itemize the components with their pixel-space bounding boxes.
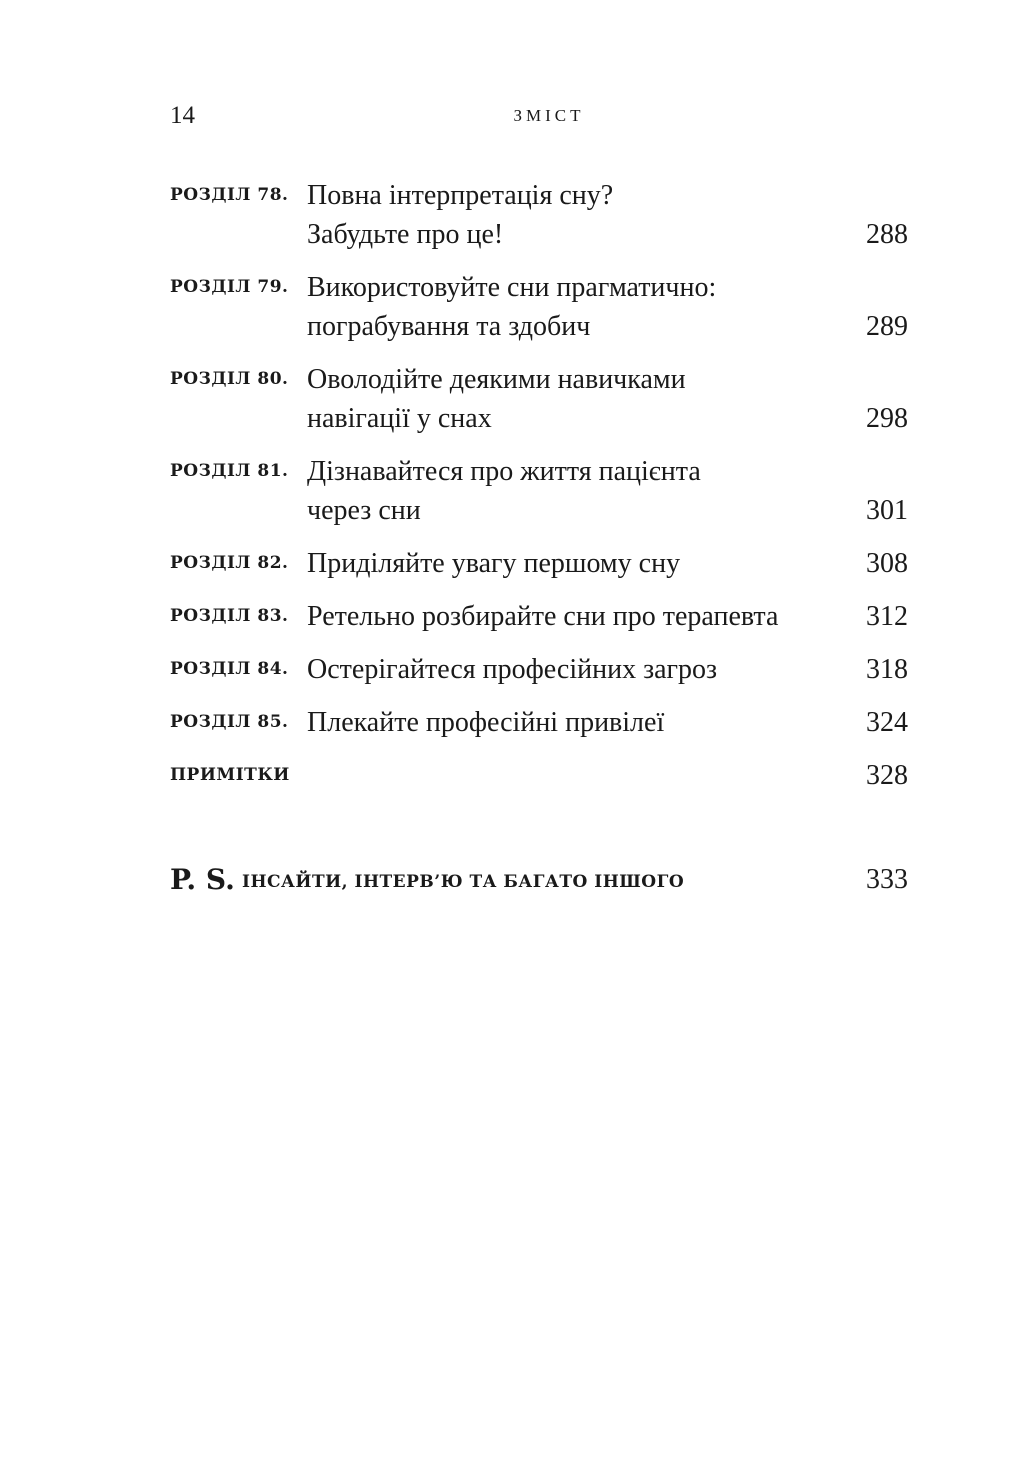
toc-entry-chapter-83 <box>170 597 908 636</box>
chapter-page-number: 324 <box>866 707 908 738</box>
chapter-title-line: Приділяйте увагу першому сну <box>307 548 681 579</box>
notes-label: ПРИМІТКИ <box>170 765 290 785</box>
chapter-label: РОЗДІЛ 78. <box>170 185 289 205</box>
chapter-page-number: 289 <box>866 311 908 342</box>
chapter-page-number: 298 <box>866 403 908 434</box>
chapter-page-number: 312 <box>866 601 908 632</box>
chapter-page-number: 301 <box>866 495 908 526</box>
chapter-page-number: 288 <box>866 219 908 250</box>
chapter-title-line: Ретельно розбирайте сни про терапевта <box>307 601 779 632</box>
toc-entry-chapter-82 <box>170 544 908 583</box>
chapter-title-line: Оволодійте деякими навичками <box>307 364 686 395</box>
chapter-title-line: через сни <box>307 495 421 526</box>
chapter-label: РОЗДІЛ 85. <box>170 712 289 732</box>
chapter-title <box>307 452 838 530</box>
chapter-label: РОЗДІЛ 84. <box>170 659 289 679</box>
chapter-page-number: 308 <box>866 548 908 579</box>
chapter-title <box>307 597 838 636</box>
chapter-title-line: Повна інтерпретація сну? <box>307 180 614 211</box>
chapter-label: РОЗДІЛ 82. <box>170 553 289 573</box>
chapter-title-line: Забудьте про це! <box>307 219 504 250</box>
notes-page-number: 328 <box>866 760 908 791</box>
toc-entry-chapter-79 <box>170 268 908 346</box>
chapter-label: РОЗДІЛ 83. <box>170 606 289 626</box>
chapter-title-line: навігації у снах <box>307 403 492 434</box>
chapter-title-line: пограбування та здобич <box>307 311 591 342</box>
chapter-title-line: Плекайте професійні привілеї <box>307 707 665 738</box>
chapter-title <box>307 703 838 742</box>
chapter-label: РОЗДІЛ 81. <box>170 461 289 481</box>
chapter-title <box>307 650 838 689</box>
chapter-title-line: Використовуйте сни прагматично: <box>307 272 717 303</box>
ps-mark: P. S. <box>170 863 235 896</box>
chapter-title <box>307 268 838 346</box>
table-of-contents <box>170 176 908 809</box>
chapter-label: РОЗДІЛ 79. <box>170 277 289 297</box>
chapter-title <box>307 176 838 254</box>
chapter-label: РОЗДІЛ 80. <box>170 369 289 389</box>
toc-entry-notes <box>170 756 908 795</box>
ps-label: ІНСАЙТИ, ІНТЕРВ’Ю ТА БАГАТО ІНШОГО <box>242 872 685 892</box>
chapter-title-line: Остерігайтеся професійних загроз <box>307 654 718 685</box>
toc-entry-chapter-85 <box>170 703 908 742</box>
chapter-page-number: 318 <box>866 654 908 685</box>
chapter-title <box>307 544 838 583</box>
ps-page-number: 333 <box>866 864 908 895</box>
toc-entry-ps <box>170 860 908 900</box>
chapter-title <box>307 360 838 438</box>
toc-entry-chapter-78 <box>170 176 908 254</box>
toc-entry-chapter-80 <box>170 360 908 438</box>
toc-entry-chapter-81 <box>170 452 908 530</box>
page-number: 14 <box>170 102 195 129</box>
page-header <box>170 98 908 134</box>
toc-entry-chapter-84 <box>170 650 908 689</box>
running-title: ЗМІСТ <box>513 106 585 125</box>
chapter-title-line: Дізнавайтеся про життя пацієнта <box>307 456 701 487</box>
